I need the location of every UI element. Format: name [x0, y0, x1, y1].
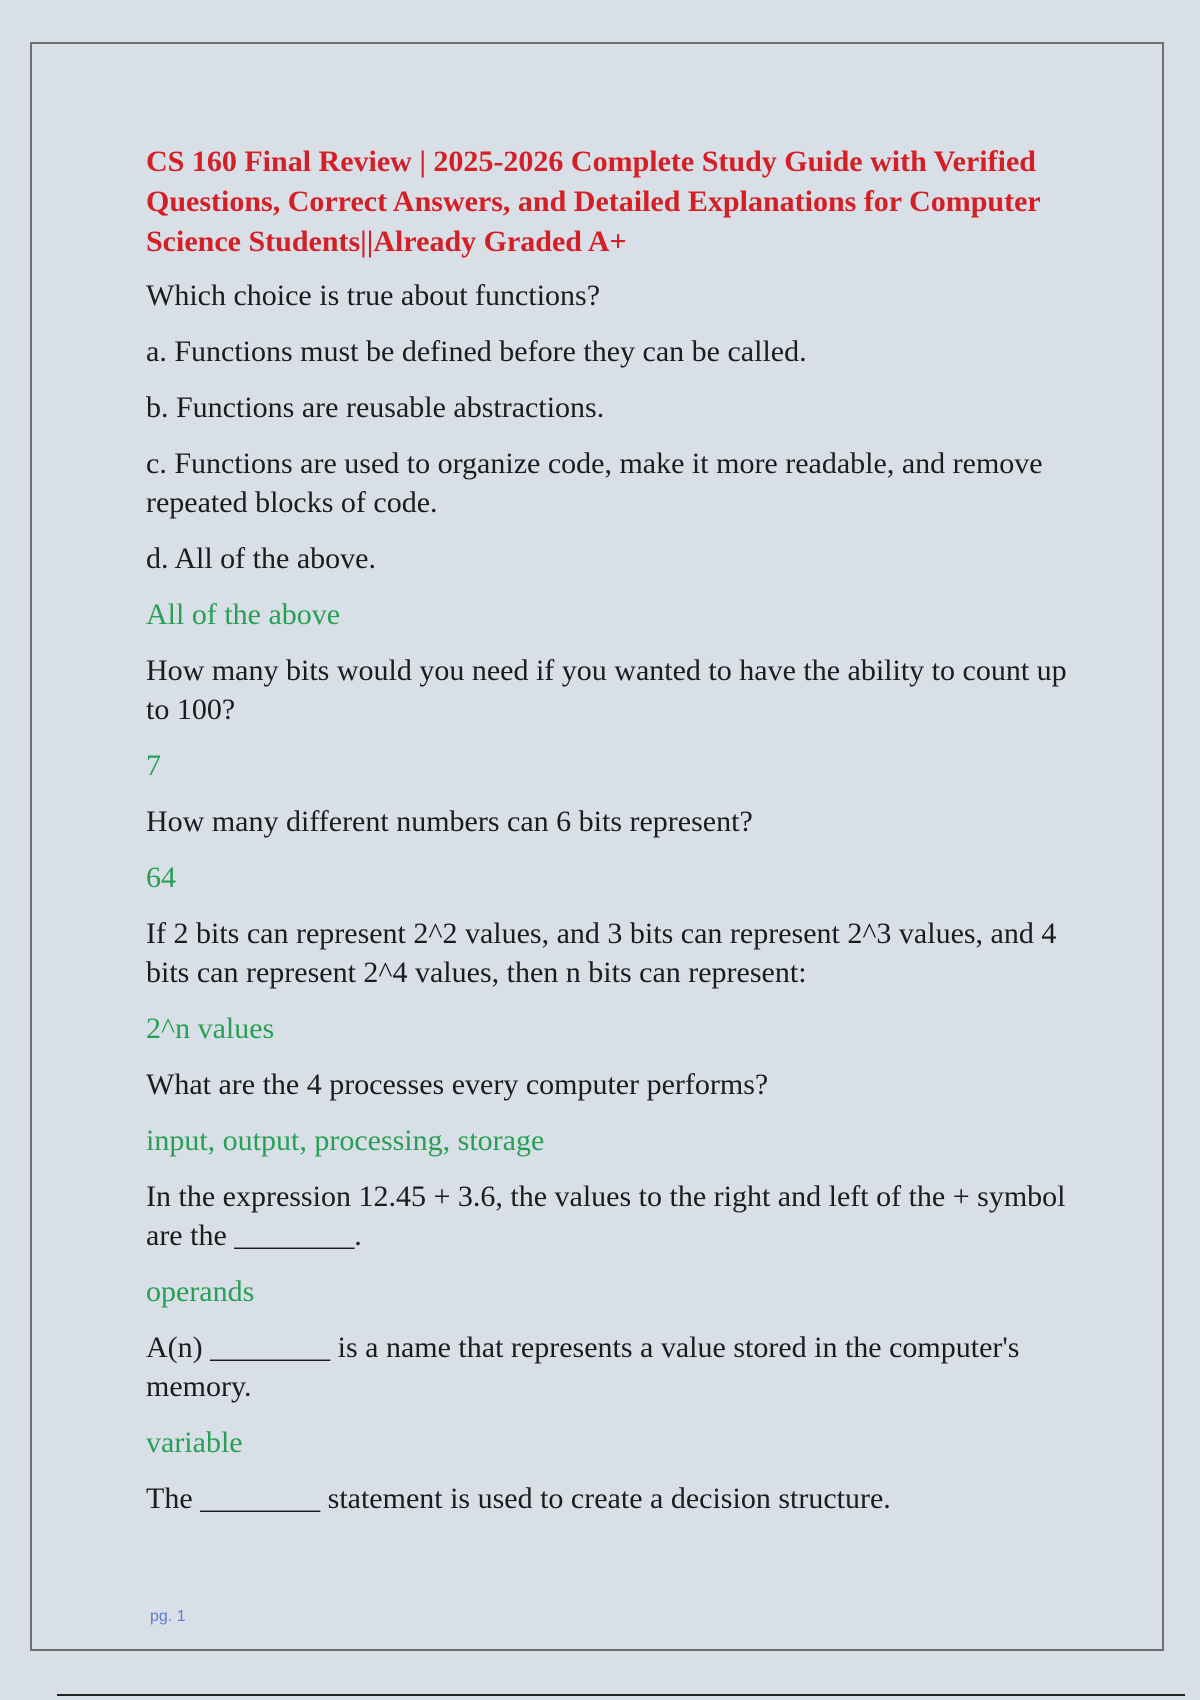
answer-text: 64 [146, 861, 176, 894]
document-body [146, 142, 1076, 1535]
answer-text: 7 [146, 749, 161, 782]
answer-text: All of the above [146, 598, 341, 631]
answer-text: variable [146, 1426, 243, 1459]
option-c: c. Functions are used to organize code, make it more readable, and remove repeated blocks of code. [146, 447, 1043, 519]
question-text: The ________ statement is used to create a decision structure. [146, 1482, 891, 1515]
question-text: If 2 bits can represent 2^2 values, and 3 bits can represent 2^3 values, and 4 bits can represent 2^4 values, then n bits can represent: [146, 917, 1057, 989]
question-text: In the expression 12.45 + 3.6, the values to the right and left of the + symbol are the ________. [146, 1180, 1066, 1252]
answer-text: input, output, processing, storage [146, 1124, 545, 1157]
option-d: d. All of the above. [146, 542, 376, 575]
page-number: pg. 1 [150, 1608, 186, 1625]
option-b: b. Functions are reusable abstractions. [146, 391, 605, 424]
answer-text: operands [146, 1275, 255, 1308]
question-text: Which choice is true about functions? [146, 279, 601, 312]
answer-text: 2^n values [146, 1012, 275, 1045]
bottom-divider [57, 1694, 1185, 1696]
document-title: CS 160 Final Review | 2025-2026 Complete Study Guide with Verified Questions, Correct Answers, and Detailed Explanations for Computer Science Students||Already Graded A+ [146, 145, 1041, 258]
option-a: a. Functions must be defined before they can be called. [146, 335, 807, 368]
question-text: What are the 4 processes every computer performs? [146, 1068, 769, 1101]
question-text: How many different numbers can 6 bits represent? [146, 805, 753, 838]
question-text: A(n) ________ is a name that represents a value stored in the computer's memory. [146, 1331, 1020, 1403]
question-text: How many bits would you need if you wanted to have the ability to count up to 100? [146, 654, 1067, 726]
